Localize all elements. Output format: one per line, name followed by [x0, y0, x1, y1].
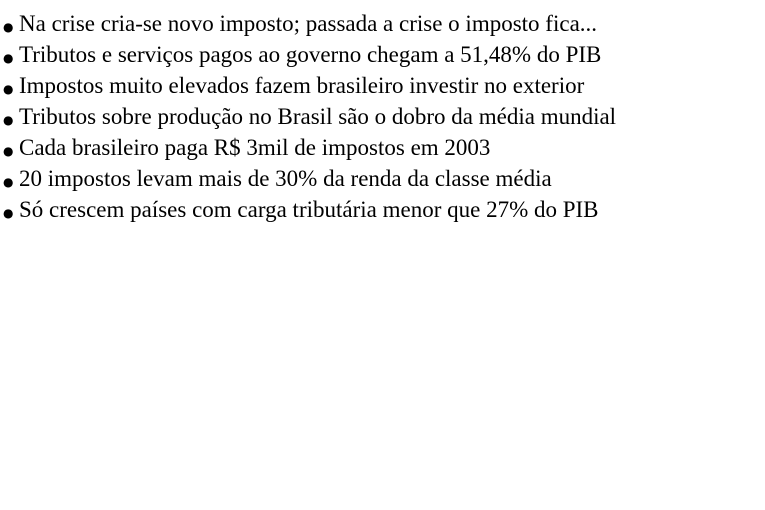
- bullet-item-4: [0, 101, 616, 132]
- bullet-text-4: Tributos sobre produção no Brasil são o dobro da média mundial: [19, 104, 617, 129]
- bullet-item-5: [0, 132, 616, 163]
- bullet-icon: ●: [3, 82, 14, 96]
- bullet-icon: ●: [3, 113, 14, 127]
- bullet-item-6: [0, 163, 616, 194]
- bullet-icon: ●: [3, 206, 14, 220]
- bullet-text-3: Impostos muito elevados fazem brasileiro investir no exterior: [19, 73, 585, 98]
- bullet-icon: ●: [3, 51, 14, 65]
- bullet-list: [0, 8, 616, 225]
- bullet-text-2: Tributos e serviços pagos ao governo chegam a 51,48% do PIB: [19, 42, 602, 67]
- bullet-icon: ●: [3, 175, 14, 189]
- bullet-text-5: Cada brasileiro paga R$ 3mil de impostos em 2003: [19, 135, 491, 160]
- bullet-text-1: Na crise cria-se novo imposto; passada a crise o imposto fica...: [19, 11, 598, 36]
- bullet-item-7: [0, 194, 616, 225]
- bullet-icon: ●: [3, 20, 14, 34]
- bullet-item-2: [0, 39, 616, 70]
- bullet-text-6: 20 impostos levam mais de 30% da renda da classe média: [19, 166, 552, 191]
- bullet-item-3: [0, 70, 616, 101]
- bullet-icon: ●: [3, 144, 14, 158]
- bullet-text-7: Só crescem países com carga tributária menor que 27% do PIB: [19, 197, 599, 222]
- bullet-item-1: [0, 8, 616, 39]
